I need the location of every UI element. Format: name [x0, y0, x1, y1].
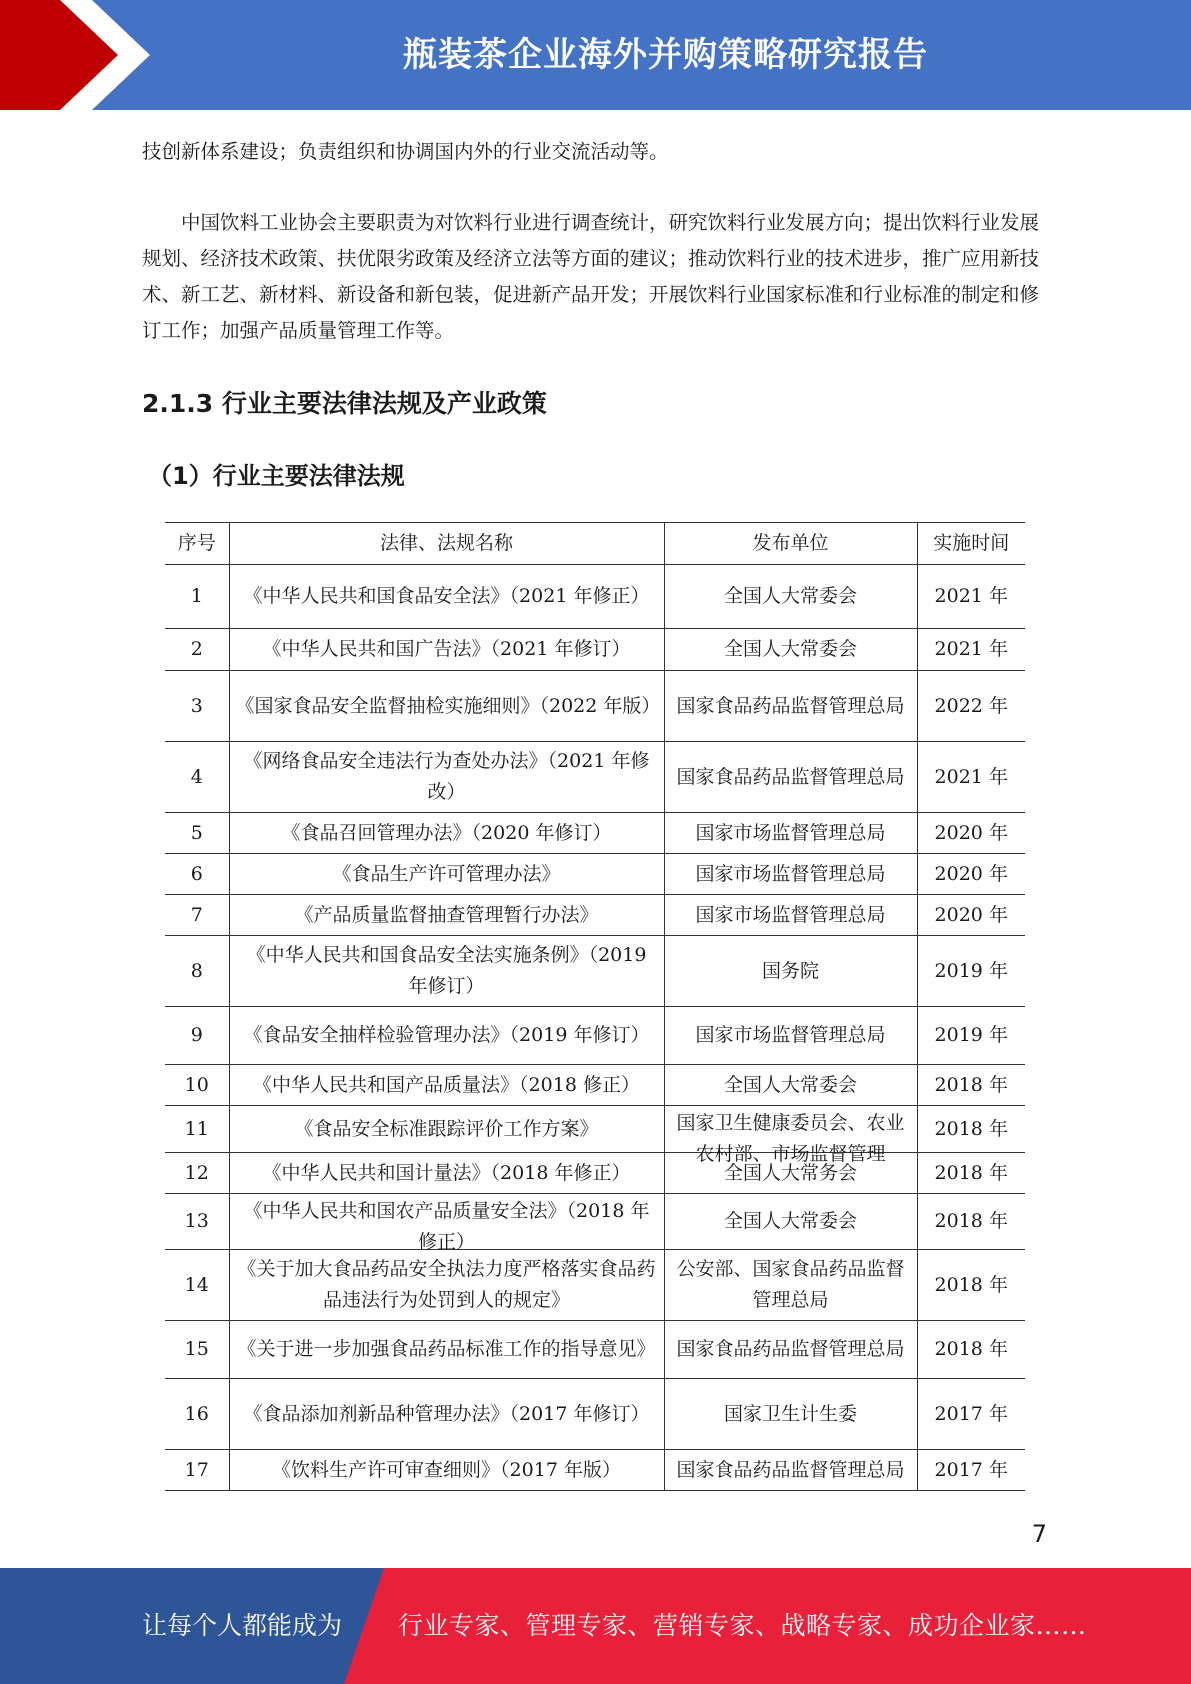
effective-date [917, 1321, 1025, 1379]
row-index-text: 13 [184, 1210, 209, 1232]
effective-date [917, 1106, 1025, 1153]
law-name-text: 《食品生产许可管理办法》 [332, 862, 561, 885]
law-name-text: 《中华人民共和国食品安全法实施条例》（2019 年修订） [246, 944, 647, 997]
table-row [165, 1321, 1025, 1379]
row-index [165, 629, 229, 671]
row-index [165, 1450, 229, 1491]
row-index-text: 10 [184, 1073, 209, 1096]
row-index-text: 5 [190, 821, 203, 844]
effective-date-text: 2018 年 [934, 1161, 1008, 1184]
issuer [664, 1194, 917, 1250]
issuer-text: 全国人大常委会 [723, 638, 857, 660]
row-index [165, 813, 229, 854]
table-body [165, 565, 1025, 1491]
laws-table [165, 522, 1025, 1491]
paragraph-1: 技创新体系建设；负责组织和协调国内外的行业交流活动等。 [142, 140, 669, 163]
row-index-text: 4 [190, 765, 203, 788]
issuer [664, 1321, 917, 1379]
law-name [229, 854, 664, 895]
issuer-text: 全国人大常委会 [723, 585, 857, 607]
effective-date [917, 629, 1025, 671]
issuer-text: 国家食品药品监督管理总局 [676, 765, 905, 788]
row-index [165, 936, 229, 1007]
effective-date-text: 2020 年 [934, 862, 1008, 885]
effective-date [917, 1194, 1025, 1250]
row-index-text: 6 [190, 862, 203, 885]
law-name [229, 1153, 664, 1194]
law-name-text: 《中华人民共和国农产品质量安全法》（2018 年修正） [243, 1199, 650, 1253]
law-name-text: 《食品安全抽样检验管理办法》（2019 年修订） [243, 1024, 650, 1046]
effective-date [917, 936, 1025, 1007]
row-index [165, 742, 229, 813]
issuer [664, 1379, 917, 1450]
table-row [165, 1007, 1025, 1065]
effective-date [917, 1250, 1025, 1321]
effective-date-text: 2018 年 [934, 1338, 1008, 1360]
law-name [229, 1007, 664, 1065]
law-name [229, 813, 664, 854]
col-header-name: 法律、法规名称 [229, 523, 664, 565]
effective-date [917, 1065, 1025, 1106]
effective-date [917, 813, 1025, 854]
issuer [664, 854, 917, 895]
page-header [0, 0, 1191, 110]
row-index-text: 2 [190, 638, 203, 660]
table-row [165, 895, 1025, 936]
row-index [165, 895, 229, 936]
effective-date-text: 2018 年 [934, 1073, 1008, 1096]
effective-date-text: 2018 年 [934, 1117, 1008, 1140]
law-name-text: 《食品添加剂新品种管理办法》（2017 年修订） [243, 1402, 650, 1425]
law-name [229, 565, 664, 629]
col-header-date: 实施时间 [917, 523, 1025, 565]
col-header-issuer: 发布单位 [664, 523, 917, 565]
law-name-text: 《中华人民共和国广告法》（2021 年修订） [262, 638, 631, 660]
row-index [165, 854, 229, 895]
effective-date [917, 1153, 1025, 1194]
issuer-text: 国家食品药品监督管理总局 [676, 694, 905, 717]
issuer-text: 国家食品药品监督管理总局 [676, 1338, 905, 1360]
effective-date-text: 2018 年 [934, 1273, 1008, 1296]
effective-date [917, 742, 1025, 813]
table-row [165, 1106, 1025, 1153]
issuer-text: 全国人大常委会 [723, 1073, 857, 1096]
effective-date [917, 671, 1025, 742]
law-name [229, 1106, 664, 1153]
law-name [229, 1450, 664, 1491]
issuer [664, 629, 917, 671]
issuer [664, 1450, 917, 1491]
law-name-text: 《网络食品安全违法行为查处办法》（2021 年修改） [243, 750, 650, 803]
effective-date [917, 565, 1025, 629]
header-arrow-logo [0, 0, 160, 110]
effective-date-text: 2021 年 [934, 765, 1008, 788]
row-index [165, 1250, 229, 1321]
effective-date-text: 2020 年 [934, 821, 1008, 844]
row-index [165, 1007, 229, 1065]
effective-date-text: 2021 年 [934, 638, 1008, 660]
issuer [664, 1106, 917, 1165]
table-row [165, 1153, 1025, 1194]
issuer [664, 671, 917, 742]
issuer-text: 国家市场监督管理总局 [695, 903, 886, 926]
footer-slogan-left: 让每个人都能成为 [142, 1611, 343, 1640]
law-name-text: 《关于进一步加强食品药品标准工作的指导意见》 [237, 1338, 656, 1360]
effective-date [917, 1450, 1025, 1491]
row-index-text: 1 [190, 585, 203, 607]
table-row [165, 565, 1025, 629]
effective-date [917, 895, 1025, 936]
issuer [664, 895, 917, 936]
effective-date-text: 2017 年 [934, 1402, 1008, 1425]
table-row [165, 1194, 1025, 1250]
issuer-text: 国家卫生计生委 [723, 1402, 857, 1425]
issuer [664, 1065, 917, 1106]
row-index-text: 17 [184, 1458, 209, 1481]
row-index [165, 1153, 229, 1194]
issuer-text: 国家市场监督管理总局 [695, 821, 886, 844]
effective-date-text: 2020 年 [934, 903, 1008, 926]
law-name [229, 629, 664, 671]
row-index [165, 1065, 229, 1106]
effective-date-text: 2019 年 [934, 959, 1008, 982]
row-index-text: 14 [184, 1273, 209, 1296]
law-name-text: 《中华人民共和国产品质量法》（2018 修正） [253, 1073, 640, 1096]
effective-date-text: 2017 年 [934, 1458, 1008, 1481]
report-title: 瓶装茶企业海外并购策略研究报告 [403, 35, 928, 75]
law-name-text: 《中华人民共和国计量法》（2018 年修正） [262, 1161, 631, 1184]
law-name [229, 1194, 664, 1253]
issuer-text: 公安部、国家食品药品监督管理总局 [676, 1258, 905, 1311]
issuer [664, 813, 917, 854]
issuer [664, 742, 917, 813]
table-row [165, 1379, 1025, 1450]
law-name [229, 895, 664, 936]
law-name-text: 《食品安全标准跟踪评价工作方案》 [294, 1117, 599, 1140]
row-index-text: 12 [184, 1161, 209, 1184]
page-footer [0, 1568, 1191, 1684]
law-name [229, 936, 664, 1007]
effective-date-text: 2021 年 [934, 585, 1008, 607]
issuer [664, 1250, 917, 1321]
row-index [165, 671, 229, 742]
issuer-text: 全国人大常务会 [723, 1161, 857, 1184]
law-name [229, 671, 664, 742]
table-row [165, 742, 1025, 813]
law-name-text: 《中华人民共和国食品安全法》（2021 年修正） [243, 585, 650, 607]
effective-date-text: 2022 年 [934, 694, 1008, 717]
row-index-text: 15 [184, 1338, 209, 1360]
table-row [165, 1450, 1025, 1491]
row-index-text: 11 [184, 1117, 209, 1140]
table-row [165, 1065, 1025, 1106]
effective-date [917, 1379, 1025, 1450]
issuer [664, 936, 917, 1007]
issuer-text: 国家市场监督管理总局 [695, 862, 886, 885]
law-name-text: 《产品质量监督抽查管理暂行办法》 [294, 903, 599, 926]
law-name-text: 《食品召回管理办法》（2020 年修订） [281, 821, 612, 844]
issuer-text: 国家食品药品监督管理总局 [676, 1458, 905, 1481]
table-row [165, 671, 1025, 742]
table-row [165, 1250, 1025, 1321]
row-index-text: 16 [184, 1402, 209, 1425]
issuer-text: 国务院 [761, 959, 819, 982]
table-row [165, 854, 1025, 895]
effective-date [917, 1007, 1025, 1065]
paragraph-2: 中国饮料工业协会主要职责为对饮料行业进行调查统计，研究饮料行业发展方向；提出饮料行业发展规划、经济技术政策、扶优限劣政策及经济立法等方面的建议；推动饮料行业的技术进步，推广应用新技术、新工艺、新材料、新设备和新包装，促进新产品开发；开展饮料行业国家标准和行业标准的制定和修订工作；加强产品质量管理工作等。 [142, 211, 1040, 342]
law-name [229, 742, 664, 813]
effective-date-text: 2018 年 [934, 1210, 1008, 1232]
table-header-row [165, 523, 1025, 565]
law-name-text: 《国家食品安全监督抽检实施细则》（2022 年版） [235, 694, 661, 717]
effective-date-text: 2019 年 [934, 1024, 1008, 1046]
row-index [165, 1321, 229, 1379]
page-number: 7 [1031, 1520, 1047, 1548]
table-row [165, 813, 1025, 854]
issuer [664, 565, 917, 629]
issuer-text: 国家卫生健康委员会、农业农村部、市场监督管理 [676, 1111, 905, 1165]
law-name [229, 1321, 664, 1379]
row-index-text: 9 [190, 1024, 203, 1046]
row-index [165, 1194, 229, 1250]
table-row [165, 936, 1025, 1007]
row-index [165, 1106, 229, 1153]
effective-date [917, 854, 1025, 895]
row-index [165, 565, 229, 629]
issuer [664, 1007, 917, 1065]
law-name [229, 1065, 664, 1106]
row-index-text: 8 [190, 959, 203, 982]
section-heading: 2.1.3 行业主要法律法规及产业政策 [142, 389, 547, 418]
issuer-text: 全国人大常委会 [723, 1210, 857, 1232]
col-header-index: 序号 [165, 523, 229, 565]
law-name-text: 《关于加大食品药品安全执法力度严格落实食品药品违法行为处罚到人的规定》 [237, 1258, 656, 1311]
footer-slogan-right: 行业专家、管理专家、营销专家、战略专家、成功企业家…… [398, 1611, 1087, 1640]
table-row [165, 629, 1025, 671]
issuer-text: 国家市场监督管理总局 [695, 1024, 886, 1046]
row-index [165, 1379, 229, 1450]
row-index-text: 3 [190, 694, 203, 717]
row-index-text: 7 [190, 903, 203, 926]
law-name [229, 1379, 664, 1450]
subsection-heading: （1）行业主要法律法规 [148, 462, 405, 490]
law-name [229, 1250, 664, 1321]
law-name-text: 《饮料生产许可审查细则》（2017 年版） [272, 1458, 621, 1481]
